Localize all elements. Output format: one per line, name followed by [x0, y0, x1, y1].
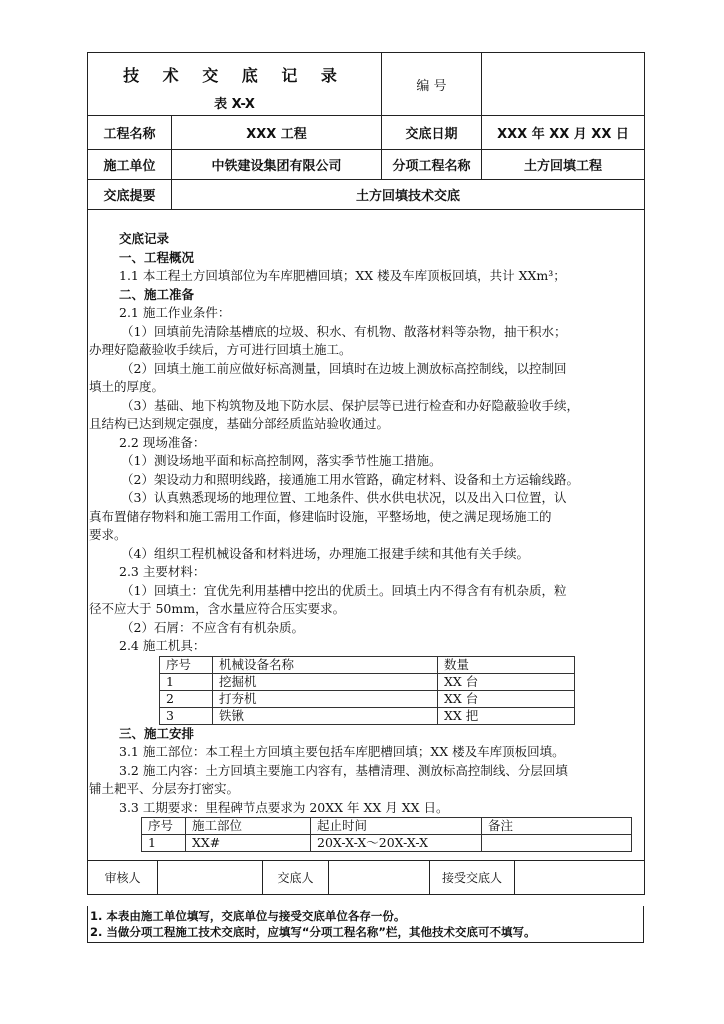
- paragraph: （1）回填土：宜优先利用基槽中挖出的优质土。回填土内不得含有有机杂质，粒: [121, 582, 567, 598]
- record-body: [88, 210, 645, 861]
- table-cell: 20X-X-X～20X-X-X: [311, 835, 482, 852]
- sub-project-label: 分项工程名称: [382, 150, 482, 180]
- table-header: 数量: [438, 656, 575, 673]
- code-value[interactable]: [482, 53, 645, 116]
- summary-value[interactable]: 土方回填技术交底: [172, 180, 645, 210]
- paragraph: （3）认真熟悉现场的地理位置、工地条件、供水供电状况，以及出入口位置，认: [121, 490, 567, 505]
- section-heading: 三、施工安排: [119, 725, 195, 741]
- table-cell: 挖掘机: [213, 673, 438, 690]
- section-heading: 二、施工准备: [119, 286, 195, 302]
- sub-project-value[interactable]: 土方回填工程: [482, 150, 645, 180]
- table-cell: 打夯机: [213, 690, 438, 707]
- paragraph: 且结构已达到规定强度，基础分部经质监站验收通过。: [89, 416, 390, 431]
- paragraph: 办理好隐蔽验收手续后，方可进行回填土施工。: [89, 342, 352, 357]
- paragraph: 真布置储存物料和施工需用工作面，修建临时设施，平整场地，使之满足现场施工的: [89, 508, 552, 524]
- table-header-row: [142, 818, 632, 835]
- unit-label: 施工单位: [88, 150, 172, 180]
- paragraph: （1）回填前先清除基槽底的垃圾、积水、有机物、散落材料等杂物，抽干积水；: [121, 323, 567, 339]
- table-header-row: [160, 656, 575, 673]
- paragraph: 1.1 本工程土方回填部位为车库肥槽回填；XX 楼及车库顶板回填，共计 XXm³；: [119, 268, 566, 283]
- form-notes: [87, 906, 644, 943]
- table-row: [160, 707, 575, 724]
- note-line: 2. 当做分项工程施工技术交底时，应填写“分项工程名称”栏，其他技术交底可不填写。: [90, 925, 536, 939]
- section-heading: 一、工程概况: [119, 249, 195, 265]
- paragraph: 3.1 施工部位：本工程土方回填主要包括车库肥槽回填；XX 楼及车库顶板回填。: [119, 744, 565, 759]
- table-header: 序号: [160, 656, 213, 673]
- discloser-label: 交底人: [263, 860, 329, 894]
- table-row: [160, 690, 575, 707]
- signature-table: [87, 860, 645, 895]
- table-row: [160, 673, 575, 690]
- date-value[interactable]: XXX 年 XX 月 XX 日: [482, 116, 645, 150]
- paragraph: 径不应大于 50mm，含水量应符合压实要求。: [89, 601, 346, 616]
- form-grid: [87, 52, 645, 861]
- form-title: 技 术 交 底 记 录: [123, 66, 346, 85]
- table-cell: XX 台: [438, 673, 575, 690]
- paragraph: （2）回填土施工前应做好标高测量，回填时在边坡上测放标高控制线，以控制回: [121, 360, 567, 376]
- table-cell: 3: [160, 707, 213, 724]
- schedule-table: [141, 817, 632, 852]
- reviewer-signature[interactable]: [158, 860, 263, 894]
- table-header: 机械设备名称: [213, 656, 438, 673]
- table-cell: 2: [160, 690, 213, 707]
- table-cell: 1: [142, 835, 186, 852]
- paragraph: 2.3 主要材料：: [119, 564, 206, 579]
- paragraph: 3.3 工期要求：里程碑节点要求为 20XX 年 XX 月 XX 日。: [119, 799, 449, 815]
- table-cell: XX 台: [438, 690, 575, 707]
- paragraph: 3.2 施工内容：土方回填主要施工内容有，基槽清理、测放标高控制线、分层回填: [119, 762, 568, 778]
- record-title: 交底记录: [119, 231, 170, 246]
- table-cell: XX#: [186, 835, 311, 852]
- date-label: 交底日期: [382, 116, 482, 150]
- table-cell: XX 把: [438, 707, 575, 724]
- paragraph: 2.4 施工机具：: [119, 638, 206, 653]
- summary-label: 交底提要: [88, 180, 172, 210]
- project-name-label: 工程名称: [88, 116, 172, 150]
- unit-value[interactable]: 中铁建设集团有限公司: [172, 150, 382, 180]
- form-number: 表 X-X: [214, 97, 255, 112]
- table-header: 施工部位: [186, 818, 311, 835]
- form-frame: [87, 52, 644, 906]
- reviewer-label: 审核人: [88, 860, 158, 894]
- paragraph: 2.2 现场准备：: [119, 434, 206, 450]
- code-label: 编 号: [382, 53, 482, 116]
- table-header: 起止时间: [311, 818, 482, 835]
- paragraph: 2.1 施工作业条件：: [119, 305, 231, 320]
- discloser-signature[interactable]: [329, 860, 430, 894]
- paragraph: （2）架设动力和照明线路，接通施工用水管路，确定材料、设备和土方运输线路。: [121, 471, 579, 487]
- table-row: [142, 835, 632, 852]
- title-cell: [88, 53, 382, 116]
- paragraph: （2）石屑：不应含有有机杂质。: [121, 619, 304, 635]
- table-header: 序号: [142, 818, 186, 835]
- equipment-table: [159, 656, 575, 725]
- table-cell: [482, 835, 632, 852]
- receiver-label: 接受交底人: [430, 860, 515, 894]
- table-cell: 1: [160, 673, 213, 690]
- paragraph: （4）组织工程机械设备和材料进场，办理施工报建手续和其他有关手续。: [121, 545, 529, 561]
- record-content: [88, 230, 644, 852]
- paragraph: （3）基础、地下构筑物及地下防水层、保护层等已进行检查和办好隐蔽验收手续，: [121, 397, 579, 413]
- paragraph: 填土的厚度。: [89, 379, 165, 394]
- note-line: 1. 本表由施工单位填写，交底单位与接受交底单位各存一份。: [90, 909, 406, 923]
- receiver-signature[interactable]: [515, 860, 645, 894]
- table-cell: 铁锹: [213, 707, 438, 724]
- project-name-value[interactable]: XXX 工程: [172, 116, 382, 150]
- paragraph: 铺土耙平、分层夯打密实。: [89, 781, 240, 796]
- paragraph: 要求。: [89, 527, 127, 542]
- table-header: 备注: [482, 818, 632, 835]
- paragraph: （1）测设场地平面和标高控制网，落实季节性施工措施。: [121, 453, 442, 468]
